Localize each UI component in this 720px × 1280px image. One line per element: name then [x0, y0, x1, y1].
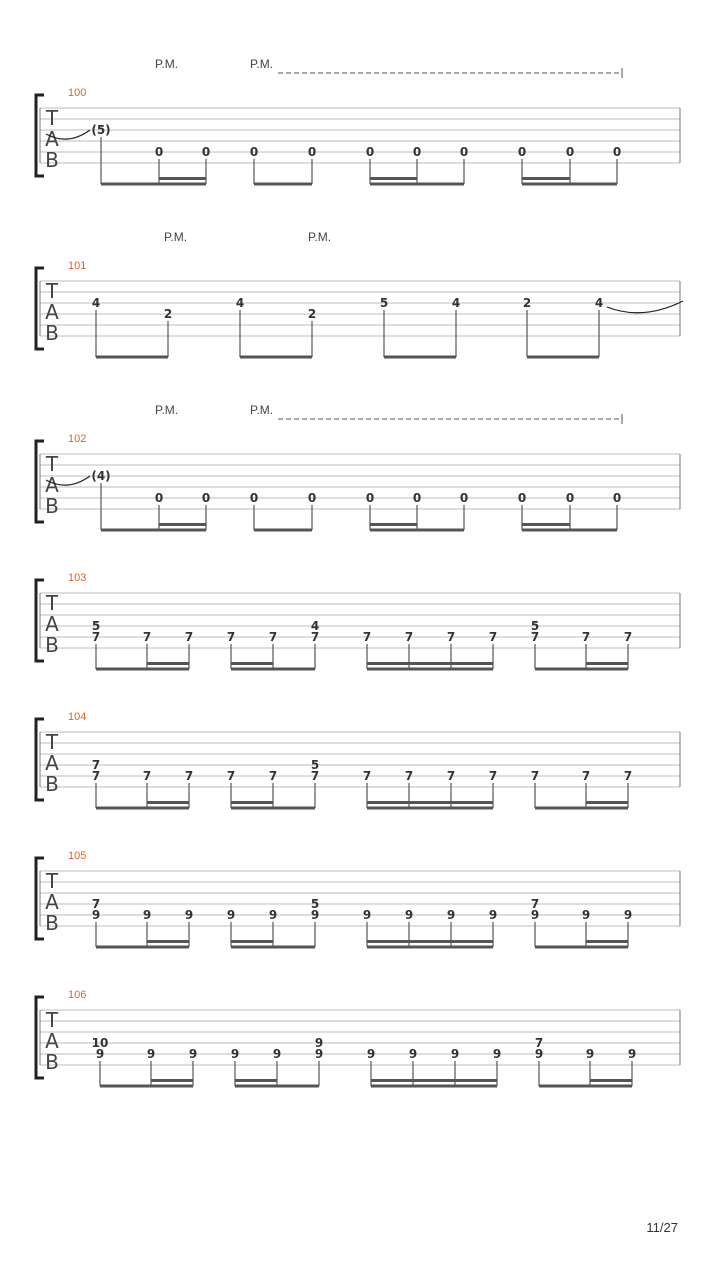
- beam-secondary: [586, 801, 628, 804]
- fret-number: 0: [249, 145, 259, 159]
- fret-number: 7: [142, 630, 152, 644]
- tab-clef-a: A: [45, 612, 59, 636]
- fret-number: 0: [565, 491, 575, 505]
- fret-number: 7: [226, 769, 236, 783]
- beam: [367, 946, 493, 949]
- beam: [101, 183, 206, 186]
- fret-number: 0: [565, 145, 575, 159]
- beam: [371, 1085, 497, 1088]
- fret-number: 7: [91, 758, 101, 772]
- beam: [235, 1085, 319, 1088]
- tab-clef-b: B: [45, 633, 59, 657]
- fret-number: 7: [142, 769, 152, 783]
- measure-number: 104: [68, 711, 87, 723]
- beam: [96, 946, 189, 949]
- fret-number: 5: [379, 296, 389, 310]
- fret-number: 7: [404, 630, 414, 644]
- fret-number: 0: [459, 145, 469, 159]
- fret-number: 0: [307, 491, 317, 505]
- fret-number: 0: [517, 491, 527, 505]
- palm-mute-label: P.M.: [164, 230, 188, 244]
- fret-number: 9: [142, 908, 152, 922]
- tab-clef-a: A: [45, 751, 59, 775]
- fret-number: 0: [612, 145, 622, 159]
- palm-mute-label: P.M.: [155, 57, 179, 71]
- fret-number: 2: [307, 307, 317, 321]
- fret-number: 0: [154, 491, 164, 505]
- fret-number: 9: [404, 908, 414, 922]
- fret-number: 7: [446, 630, 456, 644]
- beam: [100, 1085, 193, 1088]
- fret-number: 0: [412, 491, 422, 505]
- beam: [96, 807, 189, 810]
- beam-secondary: [147, 940, 189, 943]
- tab-clef-t: T: [45, 869, 59, 893]
- fret-number: 7: [488, 769, 498, 783]
- fret-number: 7: [623, 769, 633, 783]
- fret-number: 9: [226, 908, 236, 922]
- fret-number: 7: [530, 897, 540, 911]
- measure-number: 105: [68, 850, 87, 862]
- tab-clef-t: T: [45, 106, 59, 130]
- fret-number: 7: [362, 769, 372, 783]
- beam: [254, 183, 312, 186]
- beam: [231, 807, 315, 810]
- fret-number: 9: [492, 1047, 502, 1061]
- fret-number: 9: [95, 1047, 105, 1061]
- beam-secondary: [586, 940, 628, 943]
- fret-number: 9: [534, 1047, 544, 1061]
- fret-number: 10: [91, 1036, 109, 1050]
- fret-number: 9: [184, 908, 194, 922]
- beam-secondary: [586, 662, 628, 665]
- fret-number: 0: [307, 145, 317, 159]
- fret-number: 9: [362, 908, 372, 922]
- fret-number: 7: [310, 630, 320, 644]
- beam: [522, 183, 617, 186]
- tab-clef-b: B: [45, 772, 59, 796]
- fret-number: 0: [154, 145, 164, 159]
- beam: [231, 946, 315, 949]
- beam: [535, 946, 628, 949]
- beam: [367, 668, 493, 671]
- fret-number: 5: [310, 758, 320, 772]
- fret-number: 7: [581, 630, 591, 644]
- beam-secondary: [231, 940, 273, 943]
- beam-secondary: [370, 177, 417, 180]
- tab-clef-t: T: [45, 452, 59, 476]
- fret-number: 0: [201, 145, 211, 159]
- measure-number: 101: [68, 260, 87, 272]
- fret-number: 5: [91, 619, 101, 633]
- fret-number: 7: [581, 769, 591, 783]
- beam: [527, 356, 599, 359]
- beam: [539, 1085, 632, 1088]
- tab-clef-b: B: [45, 911, 59, 935]
- fret-number: 7: [488, 630, 498, 644]
- fret-number: 7: [623, 630, 633, 644]
- beam-secondary: [235, 1079, 277, 1082]
- tab-clef-b: B: [45, 1050, 59, 1074]
- beam-secondary: [590, 1079, 632, 1082]
- fret-number: 9: [314, 1047, 324, 1061]
- fret-number: 7: [268, 630, 278, 644]
- fret-number: 9: [230, 1047, 240, 1061]
- beam-secondary: [147, 662, 189, 665]
- fret-number: 9: [314, 1036, 324, 1050]
- beam: [370, 183, 464, 186]
- fret-number: 7: [446, 769, 456, 783]
- fret-number: 7: [91, 769, 101, 783]
- tab-clef-t: T: [45, 730, 59, 754]
- fret-number: 7: [530, 630, 540, 644]
- fret-number: 9: [585, 1047, 595, 1061]
- fret-number: 9: [446, 908, 456, 922]
- fret-number: 9: [450, 1047, 460, 1061]
- beam: [535, 668, 628, 671]
- fret-number: 9: [188, 1047, 198, 1061]
- fret-number: 0: [412, 145, 422, 159]
- beam: [384, 356, 456, 359]
- fret-number: 0: [249, 491, 259, 505]
- fret-number: 7: [268, 769, 278, 783]
- fret-number: 9: [268, 908, 278, 922]
- beam-secondary: [371, 1079, 497, 1082]
- beam-secondary: [159, 523, 206, 526]
- fret-number: 9: [146, 1047, 156, 1061]
- fret-number: 7: [184, 630, 194, 644]
- beam: [240, 356, 312, 359]
- fret-number: 9: [623, 908, 633, 922]
- fret-number: 9: [366, 1047, 376, 1061]
- tab-clef-b: B: [45, 321, 59, 345]
- beam: [96, 668, 189, 671]
- fret-number: 7: [534, 1036, 544, 1050]
- beam-secondary: [159, 177, 206, 180]
- tab-clef-b: B: [45, 494, 59, 518]
- tab-clef-a: A: [45, 890, 59, 914]
- beam-secondary: [147, 801, 189, 804]
- fret-number: 0: [201, 491, 211, 505]
- fret-number: (4): [91, 469, 111, 483]
- page-number: 11/27: [646, 1220, 678, 1235]
- palm-mute-label: P.M.: [308, 230, 332, 244]
- fret-number: 4: [451, 296, 461, 310]
- fret-number: 7: [310, 769, 320, 783]
- tab-clef-a: A: [45, 473, 59, 497]
- fret-number: 7: [226, 630, 236, 644]
- beam-secondary: [231, 801, 273, 804]
- fret-number: 7: [91, 897, 101, 911]
- beam: [254, 529, 312, 532]
- beam: [367, 807, 493, 810]
- fret-number: 9: [408, 1047, 418, 1061]
- beam-secondary: [151, 1079, 193, 1082]
- beam: [535, 807, 628, 810]
- fret-number: 5: [530, 619, 540, 633]
- fret-number: 7: [184, 769, 194, 783]
- tab-clef-t: T: [45, 591, 59, 615]
- fret-number: 0: [365, 145, 375, 159]
- tab-clef-b: B: [45, 148, 59, 172]
- measure-number: 103: [68, 572, 87, 584]
- fret-number: 2: [522, 296, 532, 310]
- fret-number: 7: [530, 769, 540, 783]
- fret-number: 4: [235, 296, 245, 310]
- measure-number: 106: [68, 989, 87, 1001]
- beam-secondary: [522, 177, 570, 180]
- beam: [231, 668, 315, 671]
- beam-secondary: [231, 662, 273, 665]
- fret-number: 9: [91, 908, 101, 922]
- fret-number: 0: [612, 491, 622, 505]
- beam-secondary: [370, 523, 417, 526]
- fret-number: 4: [91, 296, 101, 310]
- measure-number: 102: [68, 433, 87, 445]
- fret-number: 9: [581, 908, 591, 922]
- tab-clef-a: A: [45, 127, 59, 151]
- beam: [101, 529, 206, 532]
- fret-number: 0: [459, 491, 469, 505]
- tab-clef-t: T: [45, 1008, 59, 1032]
- beam: [522, 529, 617, 532]
- fret-number: 7: [404, 769, 414, 783]
- measure-number: 100: [68, 87, 87, 99]
- fret-number: 4: [310, 619, 320, 633]
- fret-number: (5): [91, 123, 111, 137]
- fret-number: 5: [310, 897, 320, 911]
- beam-secondary: [367, 801, 493, 804]
- fret-number: 7: [91, 630, 101, 644]
- beam-secondary: [522, 523, 570, 526]
- fret-number: 0: [517, 145, 527, 159]
- palm-mute-label: P.M.: [250, 57, 274, 71]
- fret-number: 0: [365, 491, 375, 505]
- tab-clef-t: T: [45, 279, 59, 303]
- tab-clef-a: A: [45, 300, 59, 324]
- beam-secondary: [367, 662, 493, 665]
- tab-clef-a: A: [45, 1029, 59, 1053]
- fret-number: 4: [594, 296, 604, 310]
- fret-number: 9: [530, 908, 540, 922]
- palm-mute-label: P.M.: [250, 403, 274, 417]
- beam: [370, 529, 464, 532]
- fret-number: 7: [362, 630, 372, 644]
- fret-number: 2: [163, 307, 173, 321]
- fret-number: 9: [272, 1047, 282, 1061]
- fret-number: 9: [310, 908, 320, 922]
- fret-number: 9: [488, 908, 498, 922]
- beam: [96, 356, 168, 359]
- beam-secondary: [367, 940, 493, 943]
- palm-mute-label: P.M.: [155, 403, 179, 417]
- fret-number: 9: [627, 1047, 637, 1061]
